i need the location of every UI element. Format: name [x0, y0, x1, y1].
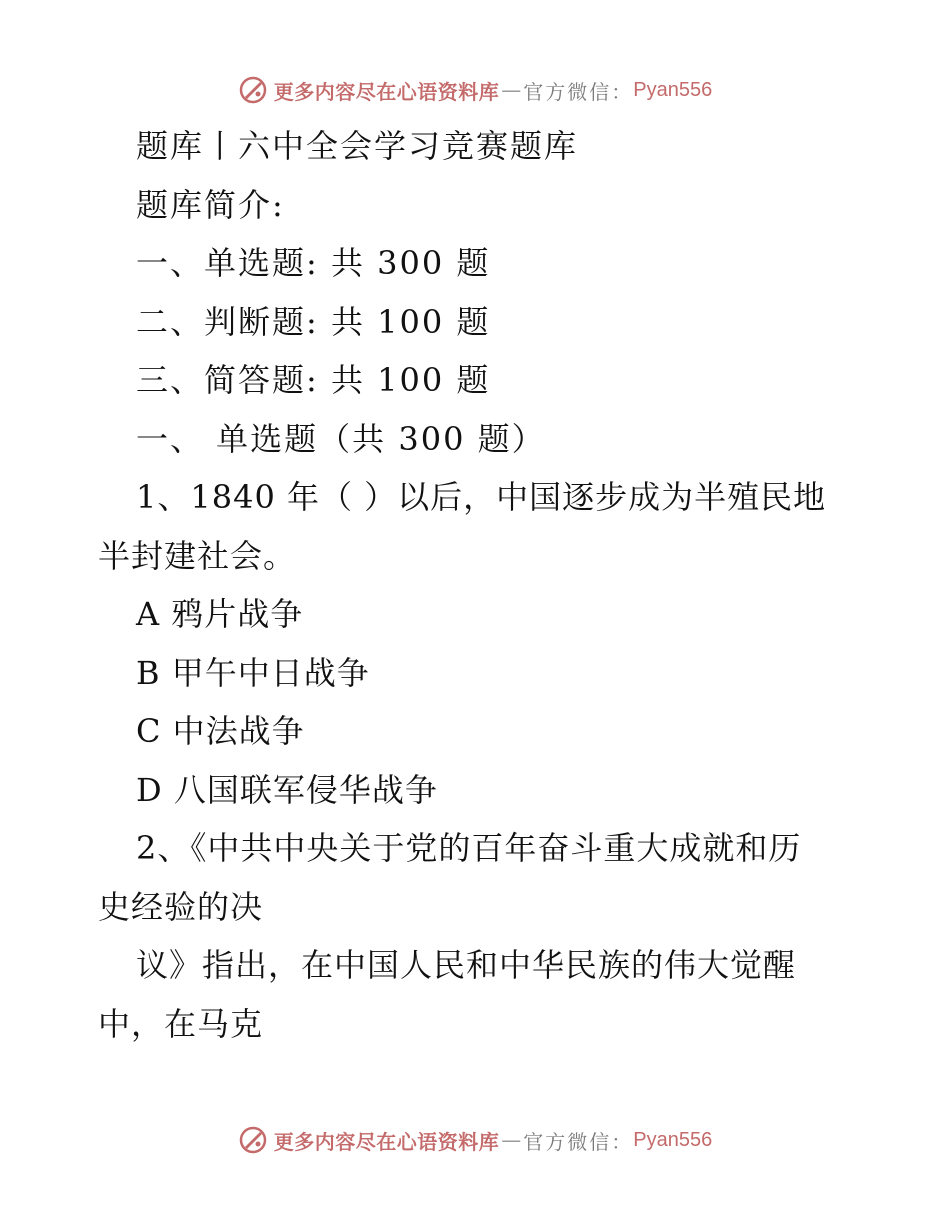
- question-1-line-1: 1、1840 年（ ）以后，中国逐步成为半殖民地: [136, 478, 827, 516]
- quill-pen-logo-icon: [238, 75, 268, 105]
- watermark-wechat-id: Pyan556: [633, 78, 713, 101]
- watermark-wechat-id: Pyan556: [633, 1128, 713, 1151]
- summary-true-false: 二、判断题: 共 100 题: [136, 302, 491, 341]
- question-2-line-2: 史经验的决: [98, 887, 264, 926]
- question-1-option-c: C 中法战争: [136, 712, 305, 750]
- watermark-brand: 更多内容尽在心语资料库: [273, 79, 500, 104]
- question-1-line-2: 半封建社会。: [98, 536, 297, 575]
- question-2-line-3: 议》指出，在中国人民和中华民族的伟大觉醒: [136, 946, 797, 984]
- document-body: [98, 117, 838, 1053]
- doc-title: 题库丨六中全会学习竞赛题库: [136, 127, 579, 165]
- question-1-option-a: A 鸦片战争: [136, 595, 304, 633]
- watermark-brand: 更多内容尽在心语资料库: [273, 1129, 500, 1154]
- question-2-line-1: 2、《中共中央关于党的百年奋斗重大成就和历: [136, 829, 802, 867]
- watermark-separator: —: [501, 1128, 522, 1152]
- watermark-official-label: 官方微信：: [523, 1129, 634, 1154]
- summary-single-choice: 一、单选题: 共 300 题: [136, 244, 491, 282]
- question-2-line-4: 中，在马克: [98, 1004, 264, 1043]
- watermark-banner-bottom: [0, 1120, 950, 1160]
- question-1-option-d: D 八国联军侵华战争: [136, 770, 438, 809]
- summary-short-answer: 三、简答题: 共 100 题: [136, 361, 491, 399]
- watermark-banner-top: [0, 70, 950, 110]
- watermark-separator: —: [501, 78, 522, 102]
- quill-pen-logo-icon: [238, 1125, 268, 1155]
- question-1-option-b: B 甲午中日战争: [136, 653, 370, 692]
- section-heading: 一、 单选题（共 300 题）: [136, 419, 546, 458]
- intro-heading: 题库简介:: [136, 185, 285, 224]
- watermark-official-label: 官方微信：: [523, 79, 634, 104]
